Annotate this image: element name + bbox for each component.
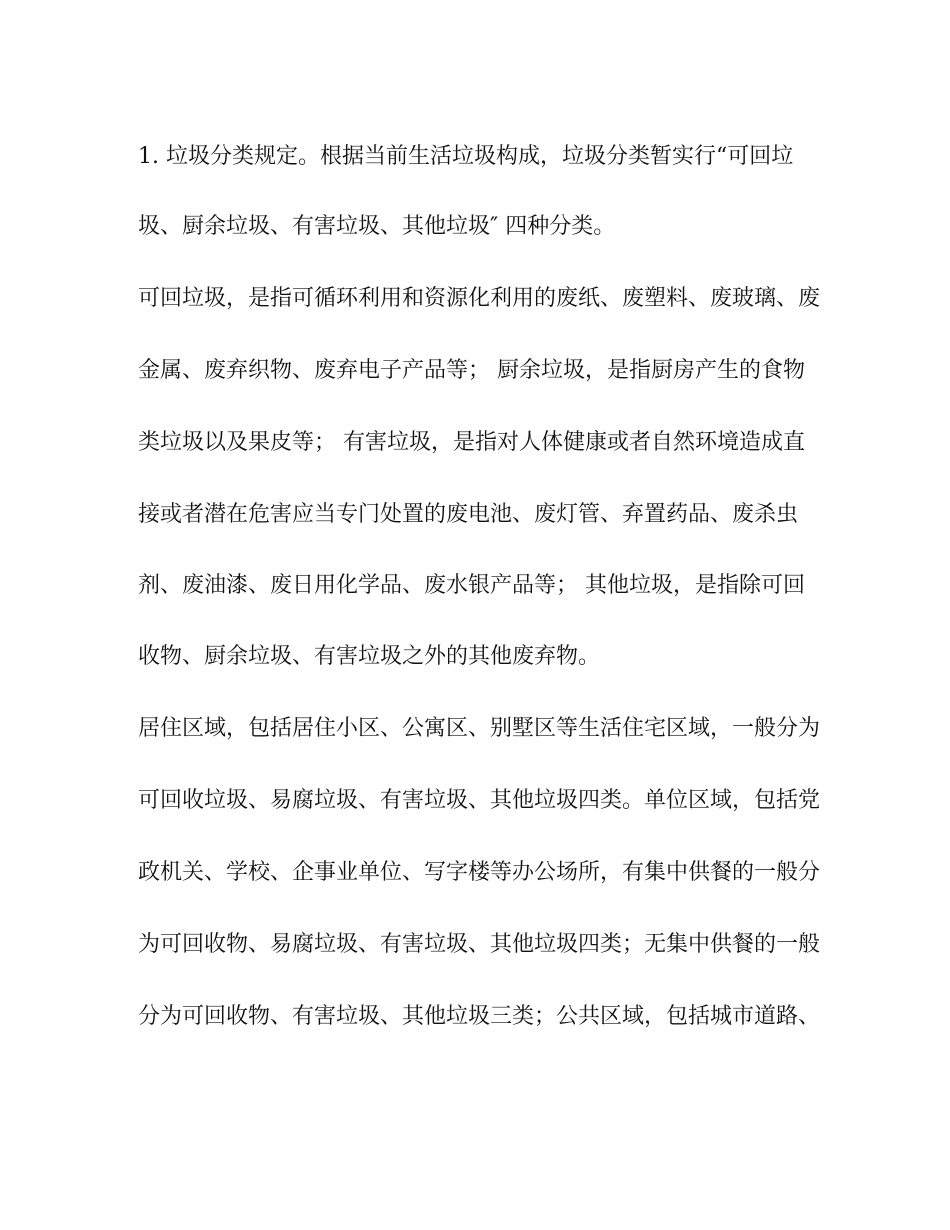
text-line-2: 圾、厨余垃圾、有害垃圾、其他垃圾″ 四种分类。	[138, 214, 616, 239]
text-line-5: 类垃圾以及果皮等； 有害垃圾，是指对人体健康或者自然环境造成直	[138, 430, 805, 455]
text-line-11: 政机关、学校、企事业单位、写字楼等办公场所，有集中供餐的一般分	[138, 860, 821, 885]
text-line-9: 居住区域，包括居住小区、公寓区、别墅区等生活住宅区域，一般分为	[138, 716, 821, 741]
text-line-6: 接或者潜在危害应当专门处置的废电池、废灯管、弃置药品、废杀虫	[138, 502, 799, 527]
text-line-8: 收物、厨余垃圾、有害垃圾之外的其他废弃物。	[138, 644, 601, 669]
text-line-10: 可回收垃圾、易腐垃圾、有害垃圾、其他垃圾四类。单位区域，包括党	[138, 788, 821, 813]
text-line-4: 金属、废弃织物、废弃电子产品等； 厨余垃圾，是指厨房产生的食物	[138, 358, 805, 383]
text-line-3: 可回垃圾，是指可循环利用和资源化利用的废纸、废塑料、废玻璃、废	[138, 286, 821, 311]
text-line-7: 剂、废油漆、废日用化学品、废水银产品等； 其他垃圾，是指除可回	[138, 573, 805, 598]
text-line-13: 分为可回收物、有害垃圾、其他垃圾三类；公共区域，包括城市道路、	[138, 1004, 821, 1029]
text-line-12: 为可回收物、易腐垃圾、有害垃圾、其他垃圾四类；无集中供餐的一般	[138, 932, 821, 957]
text-line-1: 1. 垃圾分类规定。根据当前生活垃圾构成，垃圾分类暂实行“可回垃	[138, 144, 794, 169]
